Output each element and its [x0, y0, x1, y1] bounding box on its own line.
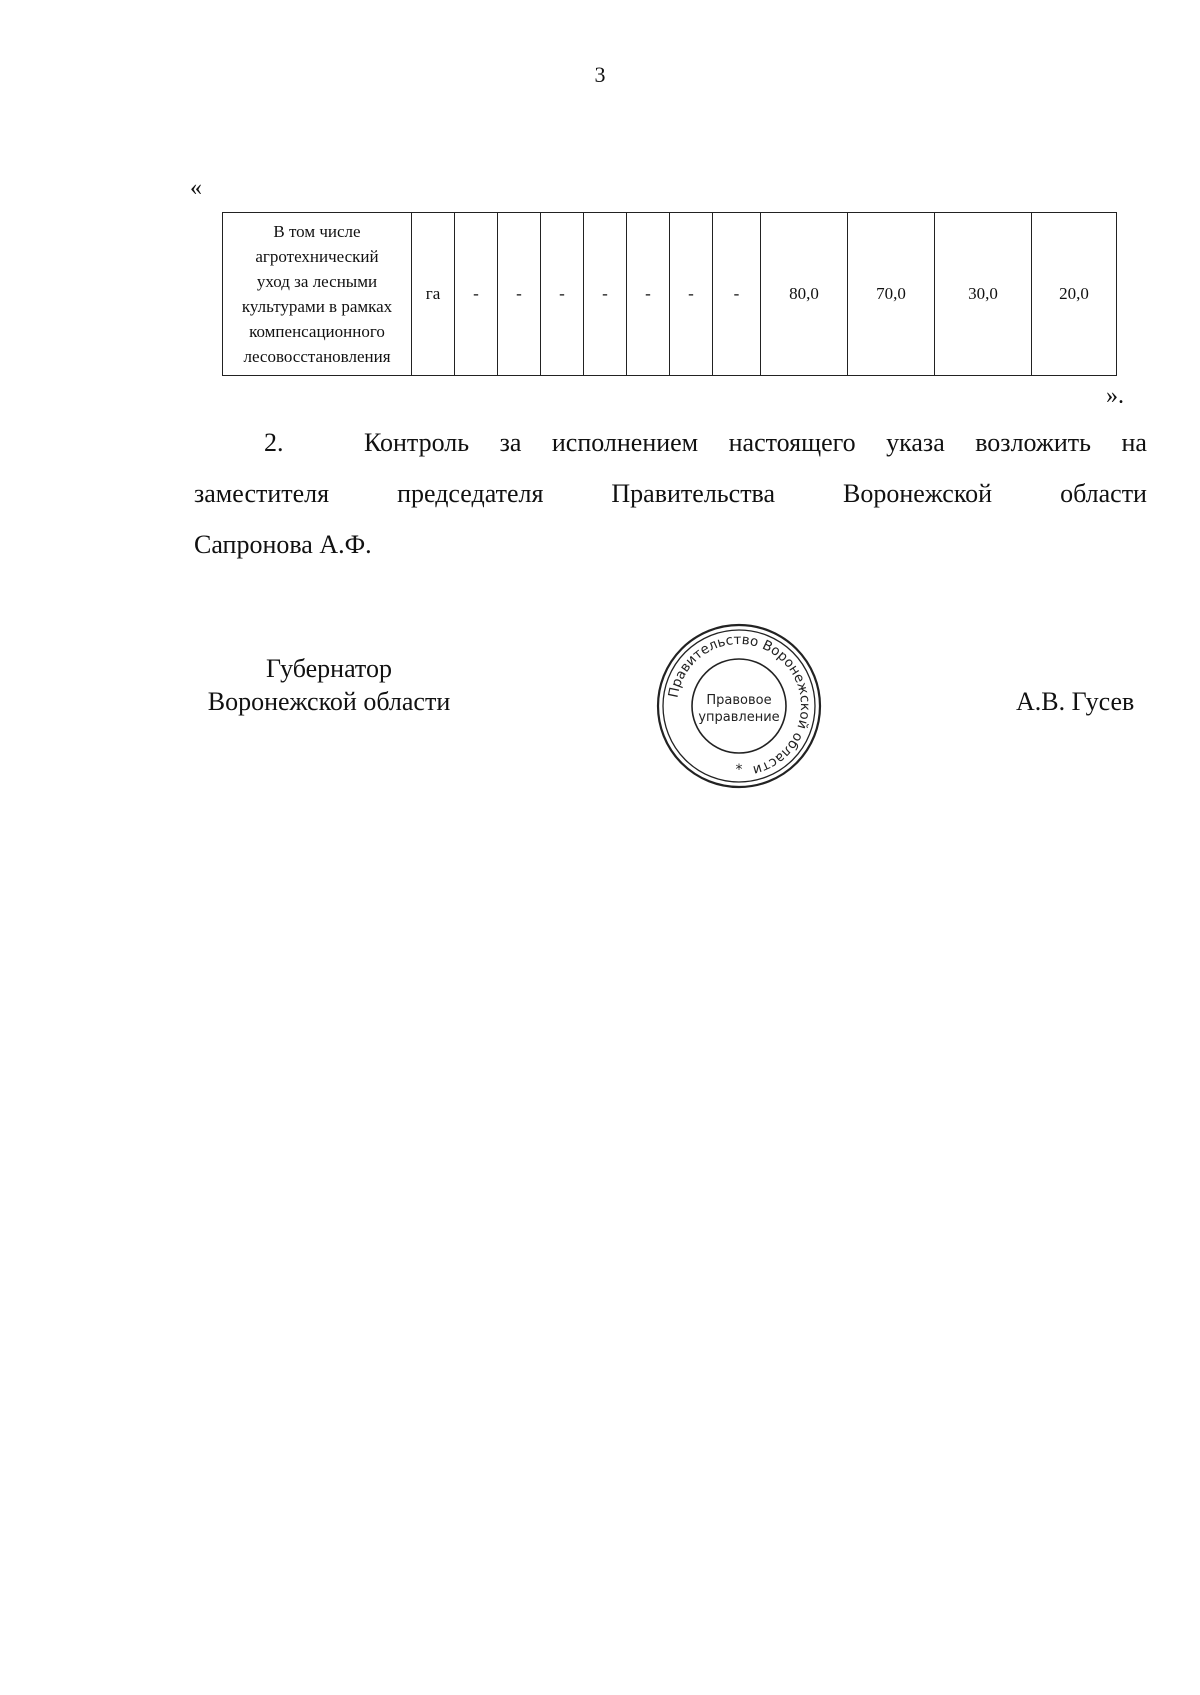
row-label-line: культурами в рамках: [241, 297, 393, 316]
data-table: [222, 212, 1117, 376]
row-label-line: лесовосстановления: [243, 347, 391, 366]
value-cell: 30,0: [935, 213, 1032, 376]
paragraph-word: области: [1060, 479, 1147, 508]
stamp-star-icon: *: [735, 762, 743, 778]
value-cell: -: [627, 213, 670, 376]
paragraph-line-2: [194, 468, 1147, 519]
paragraph-word: за: [499, 428, 522, 457]
paragraph-word: Правительства: [611, 479, 776, 508]
paragraph-word: настоящего: [728, 428, 856, 457]
signature-title-line: Губернатор: [266, 654, 392, 683]
stamp-center-line: Правовое: [706, 693, 772, 708]
paragraph-word: возложить: [975, 428, 1091, 457]
page-number: 3: [594, 62, 606, 87]
paragraph-line-3: Сапронова А.Ф.: [194, 530, 372, 559]
value-cell: 70,0: [848, 213, 935, 376]
quote-open: «: [190, 175, 202, 201]
row-label-line: В том числе: [273, 222, 361, 241]
quote-close: ».: [1106, 383, 1124, 409]
row-label-line: уход за лесными: [256, 272, 378, 291]
stamp-center-line: управление: [698, 710, 780, 725]
paragraph-word: Контроль: [363, 428, 470, 457]
official-stamp: [655, 622, 823, 790]
value-cell: -: [670, 213, 713, 376]
value-cell: 80,0: [761, 213, 848, 376]
paragraph-line-1: [194, 417, 1147, 468]
paragraph-word: Воронежской: [843, 479, 993, 508]
signature-title: [194, 652, 464, 718]
paragraph-word: председателя: [397, 479, 544, 508]
stamp-ring-text: Правительство Воронежской области: [665, 631, 814, 779]
value-cell: -: [541, 213, 584, 376]
paragraph-word: заместителя: [194, 479, 330, 508]
signature-title-line: Воронежской области: [207, 687, 451, 716]
paragraph-word: на: [1121, 428, 1147, 457]
paragraph-number: 2.: [264, 428, 284, 457]
paragraph-word: указа: [886, 428, 945, 457]
signature-name: А.В. Гусев: [1016, 687, 1135, 716]
value-cell: -: [584, 213, 627, 376]
row-label-line: агротехнический: [255, 247, 379, 266]
value-cell: 20,0: [1032, 213, 1117, 376]
paragraph-word: исполнением: [551, 428, 699, 457]
table-row: [223, 213, 1117, 376]
row-label-line: компенсационного: [249, 322, 385, 341]
row-label-cell: [223, 213, 412, 376]
value-cell: -: [455, 213, 498, 376]
paragraph-2: [194, 417, 1147, 570]
value-cell: -: [498, 213, 541, 376]
unit-cell: га: [412, 213, 455, 376]
value-cell: -: [713, 213, 761, 376]
